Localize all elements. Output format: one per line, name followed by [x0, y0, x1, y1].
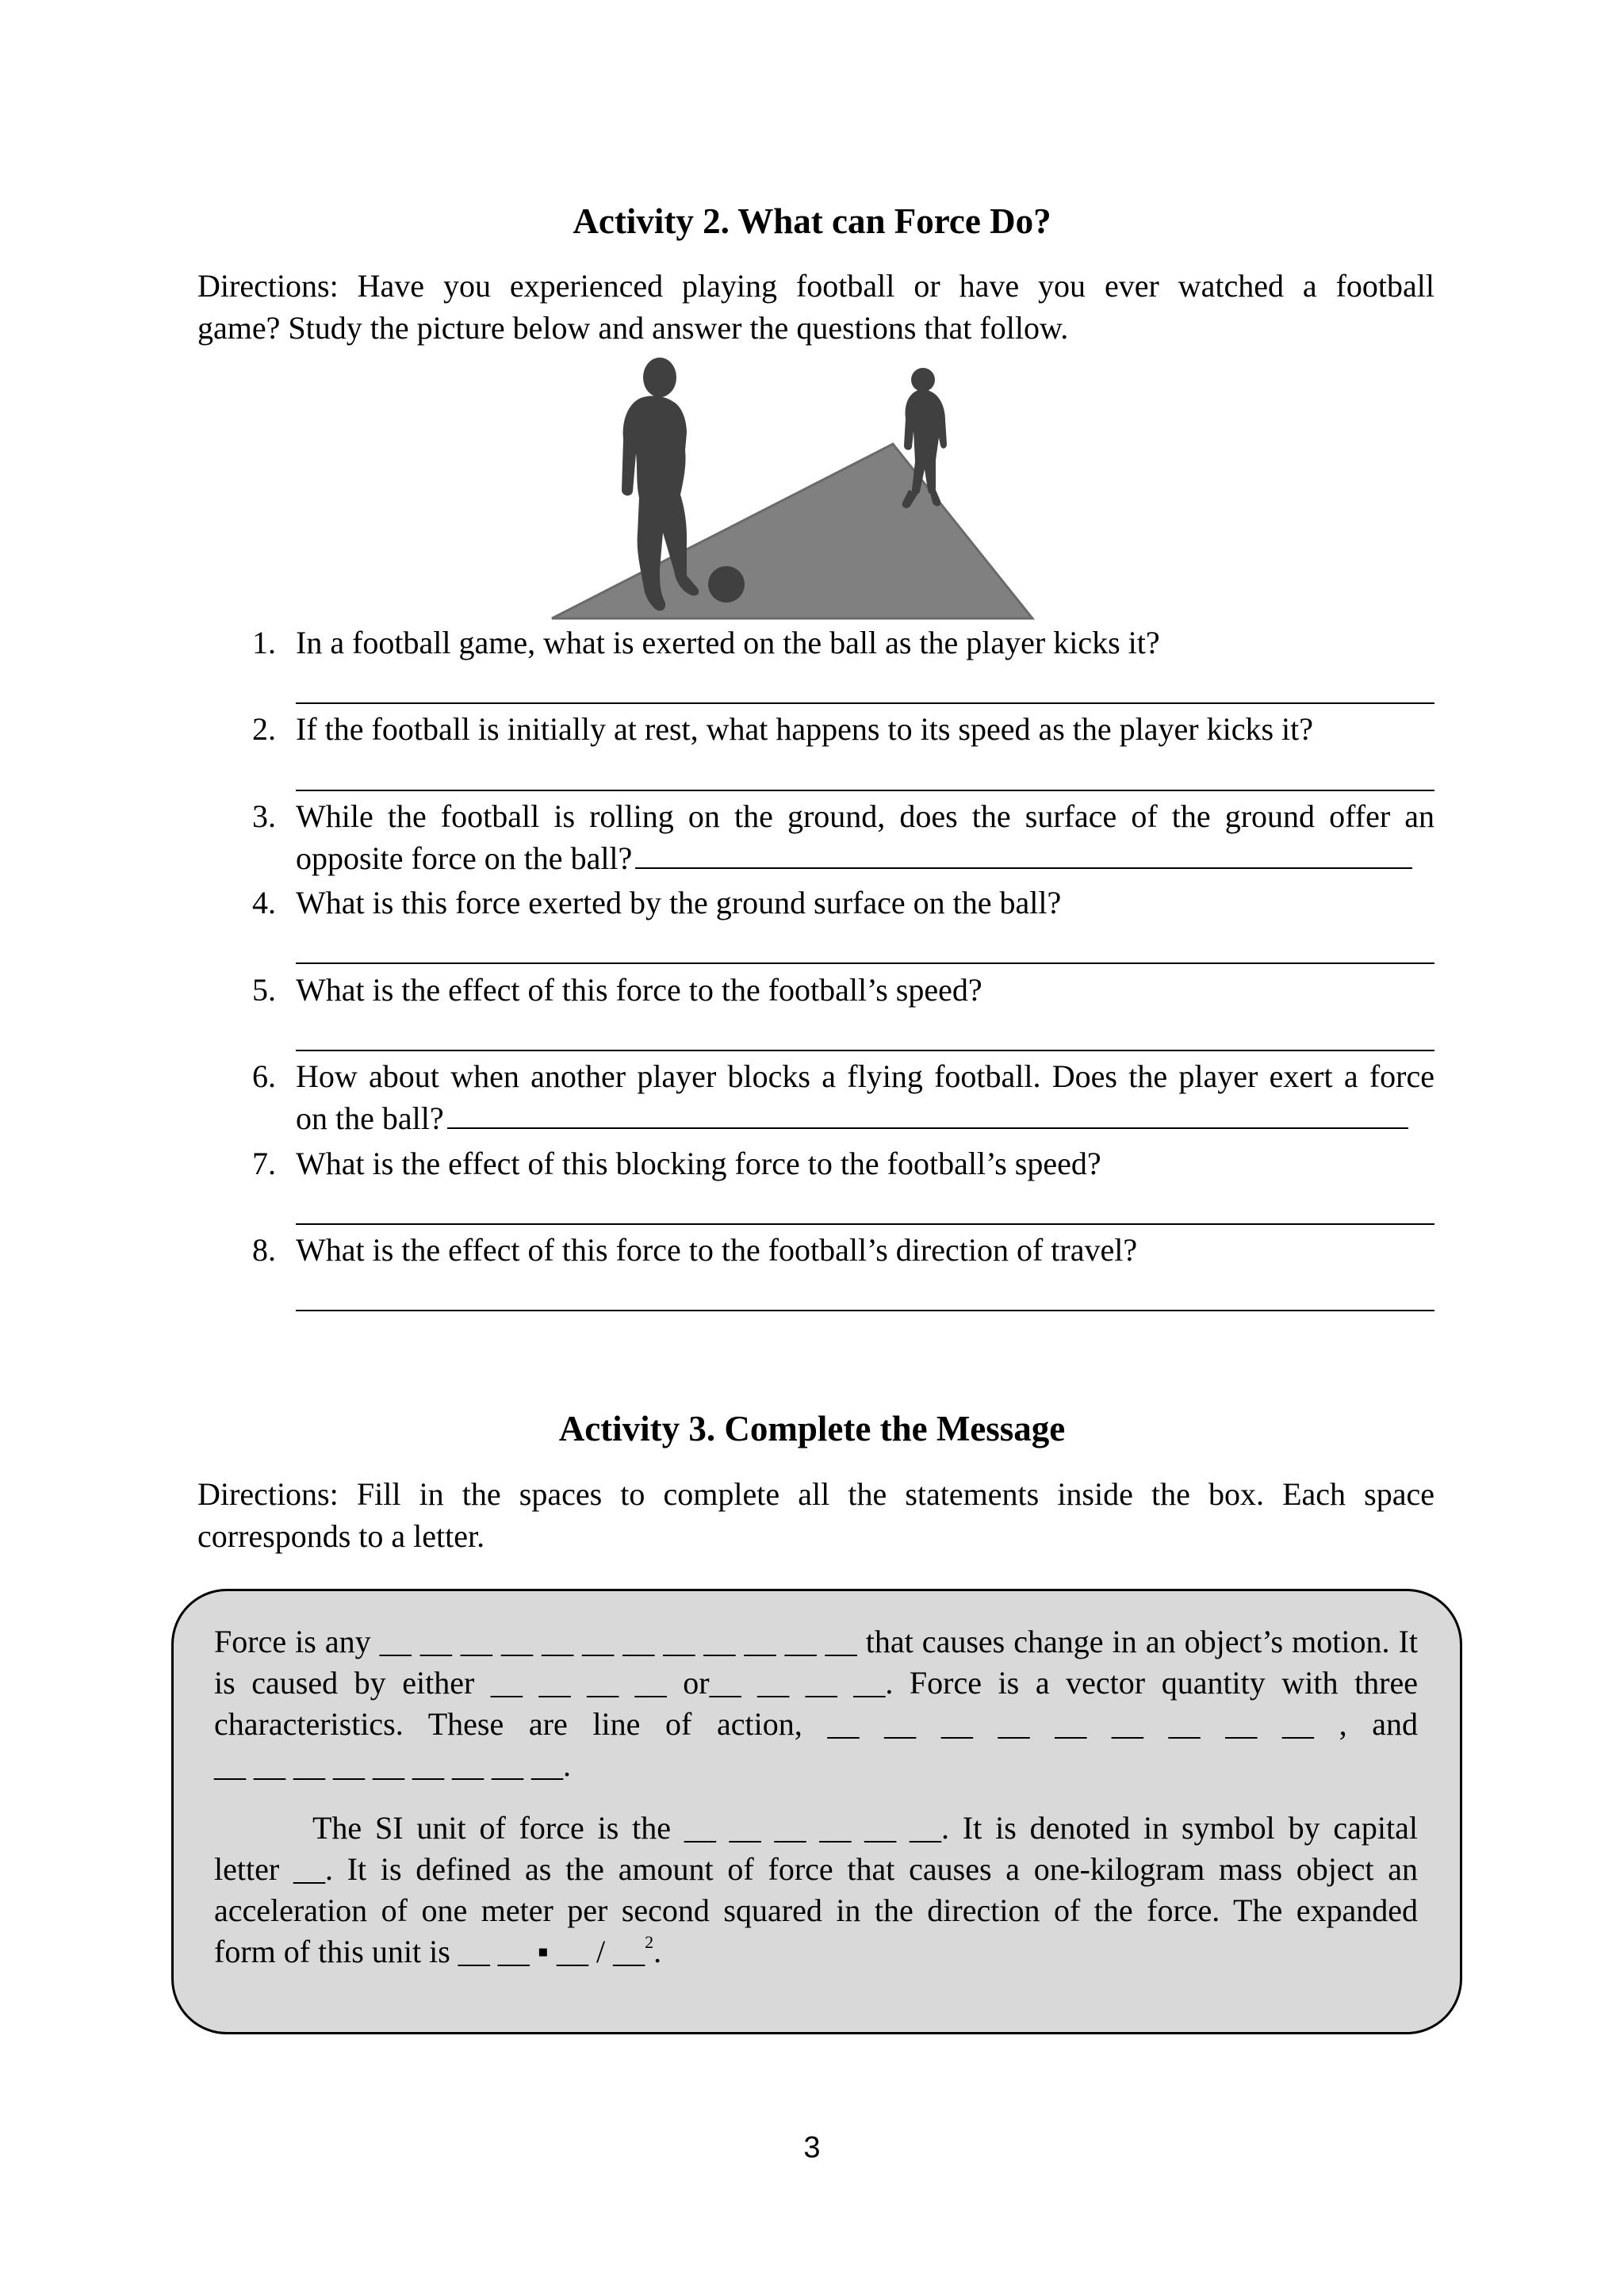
message-paragraph2-line-1 [312, 1808, 1418, 1849]
fill-in-blank[interactable]: __ __ __ __ __ __ __ __ __ __ __ __ [379, 1624, 857, 1659]
question-3-text-line1: While the football is rolling on the ground, does the surface of the ground offer an [296, 798, 1434, 834]
answer-blank-6[interactable] [447, 1127, 1408, 1129]
question-number: 3. [252, 798, 276, 834]
activity2-directions-line1: Directions: Have you experienced playing football or have you ever watched a football [197, 268, 1434, 304]
fill-in-blank[interactable]: __ __ __ __ __ __ [684, 1810, 941, 1846]
question-4-text: What is this force exerted by the ground surface on the ball? [296, 885, 1062, 920]
question-number: 7. [252, 1146, 276, 1181]
activity3-directions [197, 1473, 1434, 1557]
message-text [683, 1665, 1418, 1701]
message-text [684, 1810, 1418, 1846]
activity2-title: Activity 2. What can Force Do? [573, 201, 1051, 241]
message-line-2 [214, 1663, 1418, 1704]
activity2-directions-line2: game? Study the picture below and answer the questions that follow. [197, 310, 1069, 346]
fill-in-blank[interactable]: __ [556, 1934, 588, 1969]
answer-line-2[interactable] [296, 790, 1434, 791]
fill-in-blank[interactable]: __ __ [458, 1934, 530, 1969]
message-text: is caused by either [214, 1665, 475, 1701]
message-paragraph2-line-3 [214, 1890, 1418, 1931]
question-6-text-line2-label: on the ball? [296, 1100, 444, 1136]
message-text-rest: . It is defined as the amount of force that causes a one-kilogram mass object an [324, 1851, 1419, 1887]
question-7-text: What is the effect of this blocking force to the football’s speed? [296, 1146, 1101, 1181]
multiplication-dot: ▪ [537, 1934, 549, 1969]
question-number: 1. [252, 625, 276, 660]
question-2-text: If the football is initially at rest, what happens to its speed as the player kicks it? [296, 711, 1314, 747]
message-line-4 [214, 1745, 1418, 1786]
message-text-rest: . Force is a vector quantity with three [885, 1665, 1419, 1701]
question-5-text: What is the effect of this force to the football’s speed? [296, 972, 982, 1008]
fill-in-blank[interactable]: __ [293, 1851, 325, 1887]
activity3-directions-line2: corresponds to a letter. [197, 1518, 485, 1554]
message-text: . [563, 1747, 571, 1783]
message-text: that causes change in an object’s motion. It [865, 1624, 1419, 1659]
message-text: acceleration of one meter per second squared in the direction of the force. The expanded [214, 1892, 1418, 1928]
message-paragraph2-line-2 [214, 1849, 1418, 1890]
question-1-text: In a football game, what is exerted on the ball as the player kicks it? [296, 625, 1160, 660]
football [708, 566, 745, 603]
football-players-illustration [539, 357, 1047, 622]
question-number: 6. [252, 1058, 276, 1094]
message-text: Force is any [214, 1624, 371, 1659]
question-3-text-line2 [296, 837, 1434, 879]
fill-in-blank[interactable]: __ __ __ __ __ __ __ __ __ [214, 1747, 563, 1783]
fill-in-blank[interactable]: __ __ __ __ [709, 1665, 886, 1701]
fill-in-blank[interactable]: __ __ __ __ __ __ __ __ __ [827, 1706, 1314, 1742]
fill-in-blank[interactable]: __ [613, 1934, 645, 1969]
answer-line-7[interactable] [296, 1223, 1434, 1225]
answer-line-5[interactable] [296, 1050, 1434, 1051]
message-text-rest: . It is denoted in symbol by capital [940, 1810, 1419, 1846]
question-3-text-line2-label: opposite force on the ball? [296, 840, 633, 876]
message-text: form of this unit is [214, 1934, 450, 1969]
answer-line-8[interactable] [296, 1310, 1434, 1311]
message-text: letter [214, 1851, 280, 1887]
answer-line-4[interactable] [296, 962, 1434, 964]
question-6-text-line1: How about when another player blocks a flying football. Does the player exert a force [296, 1058, 1434, 1094]
message-text-or: or [683, 1665, 710, 1701]
fill-in-blank[interactable]: __ __ __ __ [490, 1665, 667, 1701]
message-text: The SI unit of force is the [312, 1810, 671, 1846]
activity3-directions-line1: Directions: Fill in the spaces to complete all the statements inside the box. Each space [197, 1476, 1434, 1512]
question-number: 4. [252, 885, 276, 920]
question-6-text-line2 [296, 1097, 1434, 1139]
question-8-text: What is the effect of this force to the football’s direction of travel? [296, 1232, 1138, 1268]
message-text [293, 1851, 1418, 1887]
question-number: 5. [252, 972, 276, 1008]
message-text: , and [1339, 1706, 1419, 1742]
page-number: 3 [803, 2131, 821, 2164]
exponent: 2 [645, 1932, 654, 1952]
activity3-title: Activity 3. Complete the Message [558, 1409, 1066, 1448]
message-line-1 [214, 1621, 1418, 1663]
answer-line-1[interactable] [296, 702, 1434, 704]
question-number: 2. [252, 711, 276, 747]
activity2-directions [197, 265, 1434, 349]
message-line-3 [214, 1704, 1418, 1745]
message-paragraph2-line-4 [214, 1931, 1418, 1973]
answer-blank-3[interactable] [635, 867, 1412, 869]
question-number: 8. [252, 1232, 276, 1268]
slash: / [596, 1934, 606, 1969]
message-text: characteristics. These are line of action, [214, 1706, 802, 1742]
message-text: . [653, 1934, 662, 1969]
